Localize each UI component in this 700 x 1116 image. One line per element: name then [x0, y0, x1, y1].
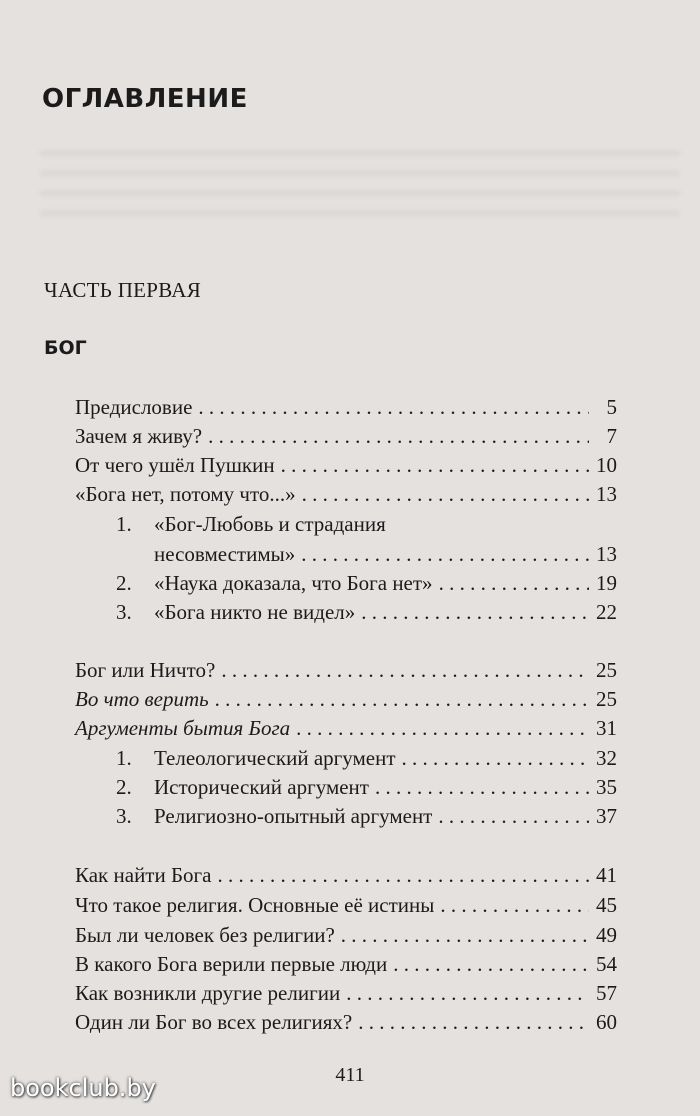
- toc-entry-label: Бог или Ничто?: [75, 658, 216, 682]
- toc-entry-label: «Бога нет, потому что...»: [75, 482, 296, 506]
- toc-entry-page: 25: [596, 658, 617, 682]
- toc-entry-page: 5: [606, 395, 617, 419]
- toc-entry: [75, 480, 617, 508]
- toc-leader: [358, 1008, 589, 1036]
- toc-leader: [215, 685, 589, 713]
- part-heading: ЧАСТЬ ПЕРВАЯ: [44, 278, 202, 302]
- toc-entry-page: 37: [596, 804, 617, 828]
- toc-leader: [208, 422, 589, 450]
- toc-subentry: [116, 773, 617, 801]
- toc-leader: [393, 950, 589, 978]
- toc-entry-label: Религиозно-опытный аргумент: [154, 804, 433, 828]
- toc-entry-page: 35: [596, 775, 617, 799]
- page-title: ОГЛАВЛЕНИЕ: [42, 84, 248, 114]
- toc-entry-label: Как найти Бога: [75, 863, 212, 887]
- toc-entry-label: Был ли человек без религии?: [75, 923, 335, 947]
- toc-entry-page: 45: [596, 893, 617, 917]
- toc-leader: [301, 540, 589, 568]
- toc-entry-label: Аргументы бытия Бога: [75, 716, 291, 740]
- toc-entry: [75, 656, 617, 684]
- toc-entry: [75, 950, 617, 978]
- toc-entry-number: 3.: [116, 804, 132, 828]
- toc-leader: [440, 891, 589, 919]
- toc-leader: [217, 861, 589, 889]
- toc-entry-label: От чего ушёл Пушкин: [75, 453, 275, 477]
- toc-entry-number: 2.: [116, 571, 132, 595]
- toc-entry: [75, 422, 617, 450]
- toc-leader: [302, 480, 589, 508]
- show-through-text: [40, 150, 680, 220]
- toc-entry: [75, 393, 617, 421]
- toc-entry-label: Во что верить: [75, 687, 209, 711]
- toc-subentry: [116, 802, 617, 830]
- toc-entry-label: Телеологический аргумент: [154, 746, 396, 770]
- toc-subentry: [116, 744, 617, 772]
- toc-subentry: [116, 510, 617, 538]
- toc-leader: [221, 656, 589, 684]
- toc-entry-label: несовместимы»: [154, 542, 296, 566]
- toc-entry-page: 49: [596, 923, 617, 947]
- toc-entry-number: 1.: [116, 512, 132, 536]
- toc-subentry: [116, 569, 617, 597]
- watermark-text: bookclub.by: [10, 1074, 156, 1102]
- toc-entry-number: 1.: [116, 746, 132, 770]
- toc-leader: [281, 451, 589, 479]
- toc-leader: [296, 714, 589, 742]
- toc-entry-page: 31: [596, 716, 617, 740]
- toc-entry-page: 13: [596, 482, 617, 506]
- page-number: 411: [335, 1064, 365, 1086]
- toc-entry-page: 7: [606, 424, 617, 448]
- toc-subentry: [116, 598, 617, 626]
- toc-entry: [75, 714, 617, 742]
- toc-entry-page: 57: [596, 981, 617, 1005]
- toc-entry: [75, 921, 617, 949]
- toc-entry-label: Что такое религия. Основные её истины: [75, 893, 435, 917]
- toc-entry-label: Исторический аргумент: [154, 775, 369, 799]
- toc-entry: [75, 861, 617, 889]
- toc-leader: [361, 598, 589, 626]
- section-heading: БОГ: [44, 337, 87, 359]
- toc-entry-page: 10: [596, 453, 617, 477]
- toc-leader: [341, 921, 589, 949]
- toc-leader: [402, 744, 589, 772]
- toc-entry-page: 22: [596, 600, 617, 624]
- toc-entry-page: 41: [596, 863, 617, 887]
- toc-entry-number: 3.: [116, 600, 132, 624]
- toc-entry: [75, 1008, 617, 1036]
- toc-entry-label: Предисловие: [75, 395, 193, 419]
- toc-entry: [75, 685, 617, 713]
- toc-leader: [198, 393, 589, 421]
- toc-leader: [346, 979, 589, 1007]
- toc-entry-page: 60: [596, 1010, 617, 1034]
- toc-entry-label: В какого Бога верили первые люди: [75, 952, 388, 976]
- toc-entry: [75, 451, 617, 479]
- toc-entry-label: «Бога никто не видел»: [154, 600, 356, 624]
- toc-entry: [75, 891, 617, 919]
- toc-entry-label: Один ли Бог во всех религиях?: [75, 1010, 353, 1034]
- toc-entry-number: 2.: [116, 775, 132, 799]
- toc-entry-page: 13: [596, 542, 617, 566]
- toc-subentry: [116, 540, 617, 568]
- toc-leader: [375, 773, 589, 801]
- toc-entry-page: 54: [596, 952, 617, 976]
- toc-entry-page: 25: [596, 687, 617, 711]
- toc-entry-label: Как возникли другие религии: [75, 981, 341, 1005]
- toc-entry-label: «Бог-Любовь и страдания: [154, 512, 386, 536]
- toc-entry-page: 19: [596, 571, 617, 595]
- toc-entry: [75, 979, 617, 1007]
- toc-leader: [439, 569, 589, 597]
- toc-entry-label: Зачем я живу?: [75, 424, 203, 448]
- toc-leader: [438, 802, 589, 830]
- toc-entry-label: «Наука доказала, что Бога нет»: [154, 571, 433, 595]
- toc-entry-page: 32: [596, 746, 617, 770]
